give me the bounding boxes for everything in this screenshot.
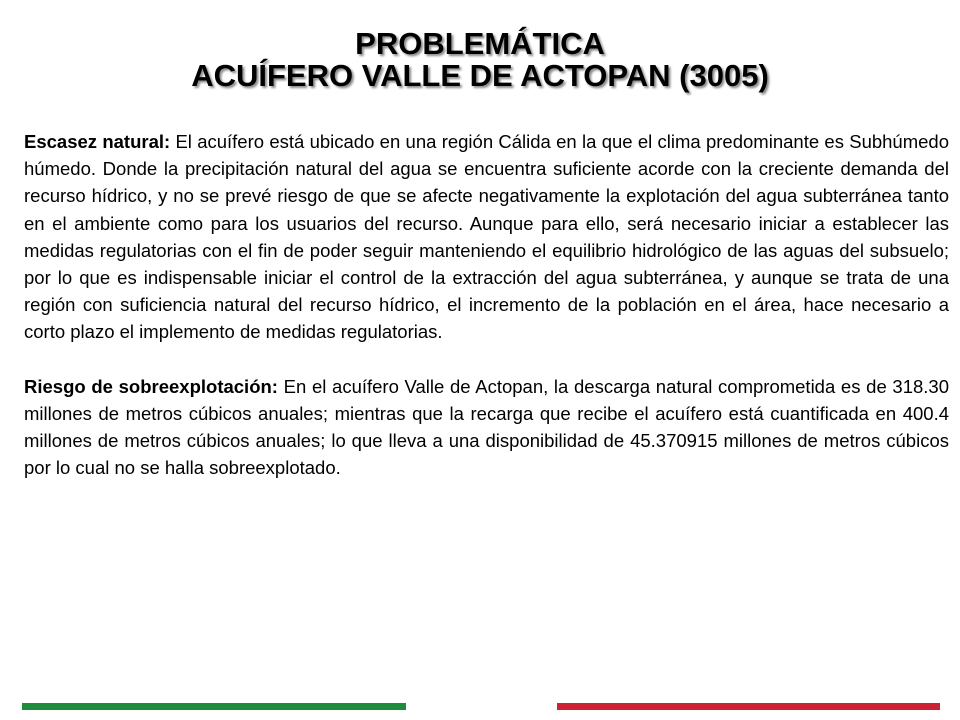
title-line-aquifer: ACUÍFERO VALLE DE ACTOPAN (3005) xyxy=(191,58,769,93)
body-text xyxy=(24,128,949,508)
paragraph-lead: Riesgo de sobreexplotación: xyxy=(24,375,278,397)
paragraph-natural-scarcity xyxy=(24,128,949,346)
paragraph-body: En el acuífero Valle de Actopan, la descarga natural comprometida es de 318.30 millones de metros cúbicos anuales; mientras que la recarga que recibe el acuífero está cuantificada en 400.4 millones de metros cúbicos anuales; lo que lleva a una disponibilidad de 45.370915 millones de metros cúbicos por lo cual no se halla sobreexplotado. xyxy=(24,375,949,479)
paragraph-body: El acuífero está ubicado en una región Cálida en la que el clima predominante es Subhúmedo húmedo. Donde la precipitación natural del agua se encuentra suficiente acorde con la creciente demanda del recurso hídrico, y no se prevé riesgo de que se afecte negativamente la explotación del agua subterránea tanto en el ambiente como para los usuarios del recurso. Aunque para ello, será necesario iniciar a establecer las medidas regulatorias con el fin de poder seguir manteniendo el equilibrio hidrológico de las aguas del subsuelo; por lo que es indispensable iniciar el control de la extracción del agua subterránea, y aunque se trata de una región con suficiencia natural del recurso hídrico, el incremento de la población en el área, hace necesario a corto plazo el implemento de medidas regulatorias. xyxy=(24,131,950,343)
title-line-problematica: PROBLEMÁTICA xyxy=(355,26,605,61)
red-footer-stripe xyxy=(557,703,940,710)
green-footer-stripe xyxy=(22,703,406,710)
paragraph-overexploitation-risk xyxy=(24,373,949,482)
paragraph-lead: Escasez natural: xyxy=(24,131,171,152)
slide-title xyxy=(0,28,960,92)
